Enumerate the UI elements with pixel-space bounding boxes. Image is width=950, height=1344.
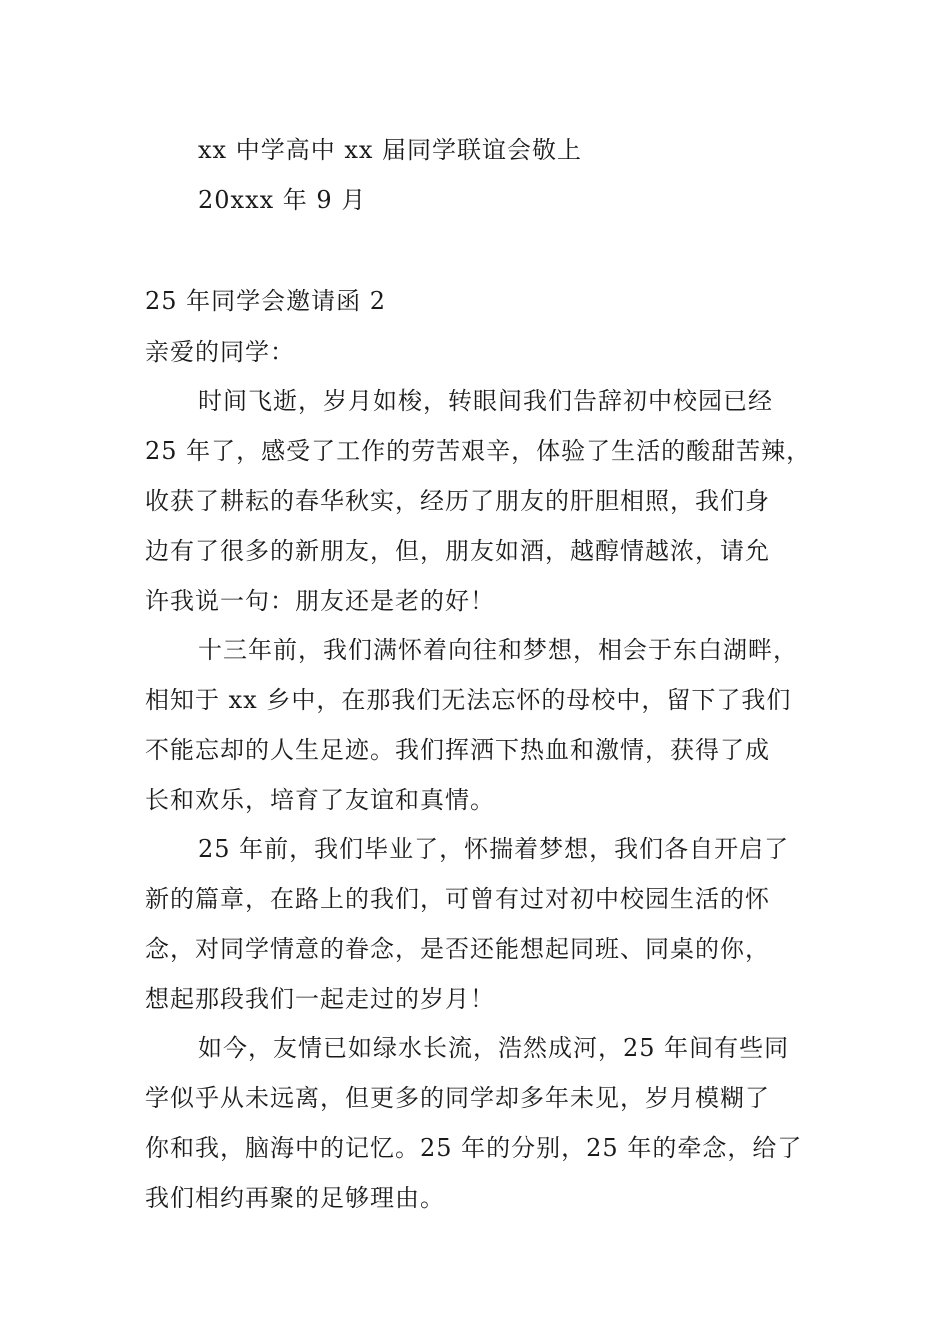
paragraph-2-line-2: 相知于 xx 乡中，在那我们无法忘怀的母校中，留下了我们 [145,686,792,714]
paragraph-3-line-2: 新的篇章，在路上的我们，可曾有过对初中校园生活的怀 [145,885,770,913]
paragraph-3-line-4: 想起那段我们一起走过的岁月！ [145,985,495,1013]
paragraph-1-line-2: 25 年了，感受了工作的劳苦艰辛，体验了生活的酸甜苦辣， [145,437,812,465]
paragraph-2-line-3: 不能忘却的人生足迹。我们挥洒下热血和激情，获得了成 [145,736,770,764]
letter-title: 25 年同学会邀请函 2 [145,287,387,315]
paragraph-4-line-4: 我们相约再聚的足够理由。 [145,1184,445,1212]
paragraph-3-line-3: 念，对同学情意的眷念，是否还能想起同班、同桌的你， [145,935,770,963]
paragraph-4-line-2: 学似乎从未远离，但更多的同学却多年未见，岁月模糊了 [145,1084,770,1112]
signature-organization: xx 中学高中 xx 届同学联谊会敬上 [198,136,583,164]
paragraph-1-line-5: 许我说一句：朋友还是老的好！ [145,587,495,615]
paragraph-1-line-1: 时间飞逝，岁月如梭，转眼间我们告辞初中校园已经 [198,387,773,415]
paragraph-3-line-1: 25 年前，我们毕业了，怀揣着梦想，我们各自开启了 [198,835,790,863]
paragraph-4-line-1: 如今，友情已如绿水长流，浩然成河，25 年间有些同 [198,1034,790,1062]
letter-salutation: 亲爱的同学： [145,338,295,366]
paragraph-2-line-4: 长和欢乐，培育了友谊和真情。 [145,786,495,814]
paragraph-1-line-4: 边有了很多的新朋友，但，朋友如酒，越醇情越浓，请允 [145,537,770,565]
signature-date: 20xxx 年 9 月 [198,186,367,214]
paragraph-2-line-1: 十三年前，我们满怀着向往和梦想，相会于东白湖畔， [198,636,798,664]
paragraph-1-line-3: 收获了耕耘的春华秋实，经历了朋友的肝胆相照，我们身 [145,487,770,515]
paragraph-4-line-3: 你和我，脑海中的记忆。25 年的分别，25 年的牵念，给了 [145,1134,803,1162]
